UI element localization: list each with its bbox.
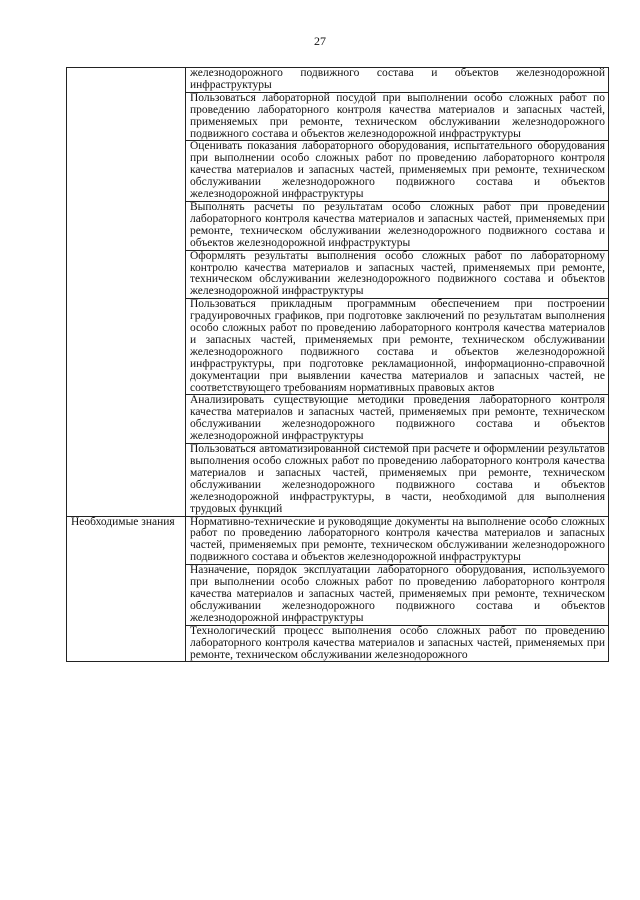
requirement-item: Назначение, порядок эксплуатации лабораторного оборудования, используемого при выполнении особо сложных работ по проведению лабораторного контроля качества материалов и запасных частей, применяемых при ремонте, техническом обслуживании железнодорожного подвижного состава и объектов железнодорожной инфраструктуры: [186, 565, 609, 626]
section-label: [67, 68, 186, 517]
requirement-item: Анализировать существующие методики проведения лабораторного контроля качества материалов и запасных частей, применяемых при ремонте, техническом обслуживании железнодорожного подвижного состава и объектов железнодорожной инфраструктуры: [186, 395, 609, 444]
section-label: Необходимые знания: [67, 516, 186, 662]
table-row: [67, 68, 609, 93]
table-row: [67, 516, 609, 565]
requirement-item: железнодорожного подвижного состава и объектов железнодорожной инфраструктуры: [186, 68, 609, 93]
requirement-item: Оформлять результаты выполнения особо сложных работ по лабораторному контролю качества материалов и запасных частей, применяемых при ремонте, техническом обслуживании железнодорожного подвижного состава и объектов железнодорожной инфраструктуры: [186, 250, 609, 299]
requirements-table: [66, 67, 609, 662]
page-number: 27: [314, 34, 326, 48]
requirement-item: Пользоваться прикладным программным обеспечением при построении градуировочных графиков, при подготовке заключений по результатам выполнения особо сложных работ по проведению лабораторного контроля качества материалов и запасных частей, применяемых при ремонте, техническом обслуживании железнодорожного подвижного состава и объектов железнодорожной инфраструктуры, при подготовке рекламационной, информационно-справочной документации при выявлении качества материалов и запасных частей, не соответствующего требованиям нормативных правовых актов: [186, 299, 609, 395]
requirement-item: Выполнять расчеты по результатам особо сложных работ при проведении лабораторного контроля качества материалов и запасных частей, применяемых при ремонте, техническом обслуживании железнодорожного подвижного состава и объектов железнодорожной инфраструктуры: [186, 201, 609, 250]
requirement-item: Оценивать показания лабораторного оборудования, испытательного оборудования при выполнении особо сложных работ по проведению лабораторного контроля качества материалов и запасных частей, применяемых при ремонте, техническом обслуживании железнодорожного подвижного состава и объектов железнодорожной инфраструктуры: [186, 141, 609, 202]
table-body: [67, 68, 609, 662]
requirement-item: Пользоваться автоматизированной системой при расчете и оформлении результатов выполнения особо сложных работ по проведению лабораторного контроля качества материалов и запасных частей, применяемых при ремонте, техническом обслуживании железнодорожного подвижного состава и объектов железнодорожной инфраструктуры, в части, необходимой для выполнения трудовых функций: [186, 444, 609, 516]
requirement-item: Нормативно-технические и руководящие документы на выполнение особо сложных работ по проведению лабораторного контроля качества материалов и запасных частей, применяемых при ремонте, техническом обслуживании железнодорожного подвижного состава и объектов железнодорожной инфраструктуры: [186, 516, 609, 565]
requirement-item: Технологический процесс выполнения особо сложных работ по проведению лабораторного контроля качества материалов и запасных частей, применяемых при ремонте, техническом обслуживании железнодорожного: [186, 625, 609, 662]
requirement-item: Пользоваться лабораторной посудой при выполнении особо сложных работ по проведению лабораторного контроля качества материалов и запасных частей, применяемых при ремонте, техническом обслуживании железнодорожного подвижного состава и объектов железнодорожной инфраструктуры: [186, 92, 609, 141]
